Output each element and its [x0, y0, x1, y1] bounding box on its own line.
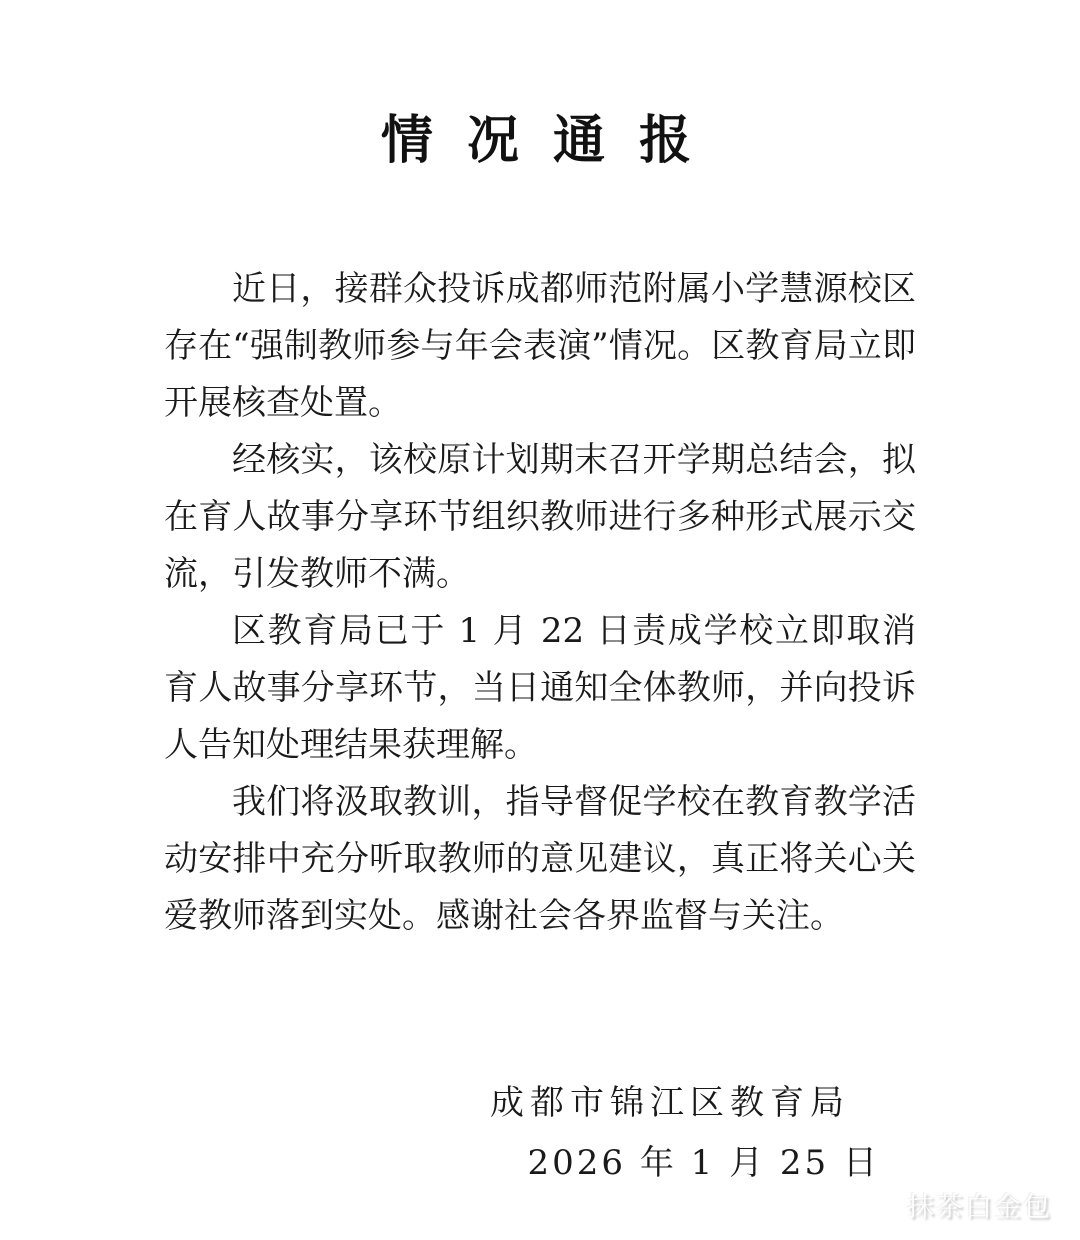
- watermark: 抹茶白金包: [907, 1192, 1052, 1223]
- signature-block: [0, 1073, 1080, 1193]
- issue-date: 2026 年 1 月 25 日: [527, 1143, 880, 1183]
- notice-title: 情 况 通 报: [380, 110, 700, 171]
- notice-paragraph-1: 近日，接群众投诉成都师范附属小学慧源校区存在“强制教师参与年会表演”情况。区教育局立即开展核查处置。: [164, 269, 916, 423]
- notice-paragraph-2: 经核实，该校原计划期末召开学期总结会，拟在育人故事分享环节组织教师进行多种形式展示交流，引发教师不满。: [164, 440, 916, 594]
- notice-paragraph-4: 我们将汲取教训，指导督促学校在教育教学活动安排中充分听取教师的意见建议，真正将关心关爱教师落到实处。感谢社会各界监督与关注。: [164, 782, 916, 936]
- issuer-signature: 成都市锦江区教育局: [490, 1083, 850, 1123]
- notice-body: [164, 261, 916, 945]
- notice-paragraph-3: 区教育局已于 1 月 22 日责成学校立即取消育人故事分享环节，当日通知全体教师，并向投诉人告知处理结果获理解。: [164, 611, 916, 765]
